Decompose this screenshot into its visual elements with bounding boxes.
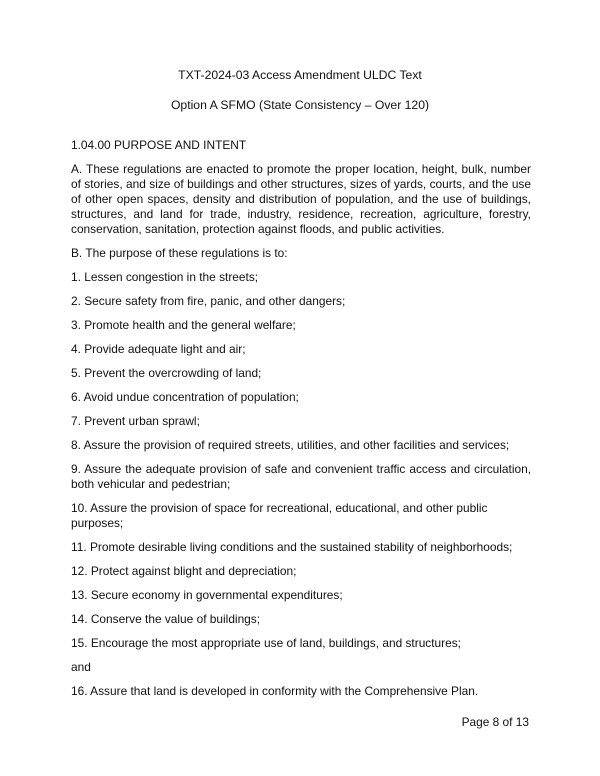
list-item: 3. Promote health and the general welfare; <box>71 318 296 332</box>
paragraph-a: A. These regulations are enacted to promote the proper location, height, bulk, number of stories, and size of buildings and other structures, sizes of yards, courts, and the use of other open spaces, density and distribution of population, and the use of buildings, structures, and land for trade, industry, residence, recreation, agriculture, forestry, conservation, sanitation, protection against floods, and public activities. <box>71 162 531 236</box>
list-item: 10. Assure the provision of space for recreational, educational, and other public purposes; <box>71 501 488 530</box>
list-item: 11. Promote desirable living conditions and the sustained stability of neighborhoods; <box>71 540 513 554</box>
document-body <box>71 138 531 708</box>
document-header-subtitle: Option A SFMO (State Consistency – Over 120) <box>170 98 430 112</box>
list-item: 9. Assure the adequate provision of safe and convenient traffic access and circulation, both vehicular and pedestrian; <box>71 462 531 491</box>
list-item: 12. Protect against blight and depreciation; <box>71 564 297 578</box>
list-item: 7. Prevent urban sprawl; <box>71 414 200 428</box>
paragraph-b: B. The purpose of these regulations is to: <box>71 246 288 260</box>
list-item: 16. Assure that land is developed in conformity with the Comprehensive Plan. <box>71 684 479 698</box>
list-item: 6. Avoid undue concentration of population; <box>71 390 299 404</box>
list-item: 14. Conserve the value of buildings; <box>71 612 261 626</box>
list-item: 5. Prevent the overcrowding of land; <box>71 366 262 380</box>
page-number: Page 8 of 13 <box>461 715 529 729</box>
list-item: 15. Encourage the most appropriate use of land, buildings, and structures; <box>71 636 461 650</box>
list-item: 1. Lessen congestion in the streets; <box>71 270 259 284</box>
document-header-title: TXT-2024-03 Access Amendment ULDC Text <box>178 68 422 82</box>
list-item: 13. Secure economy in governmental expenditures; <box>71 588 343 602</box>
list-item: 8. Assure the provision of required streets, utilities, and other facilities and services; <box>71 438 510 452</box>
list-connector: and <box>71 660 91 674</box>
list-item: 4. Provide adequate light and air; <box>71 342 246 356</box>
section-heading: 1.04.00 PURPOSE AND INTENT <box>71 138 247 152</box>
list-item: 2. Secure safety from fire, panic, and other dangers; <box>71 294 346 308</box>
